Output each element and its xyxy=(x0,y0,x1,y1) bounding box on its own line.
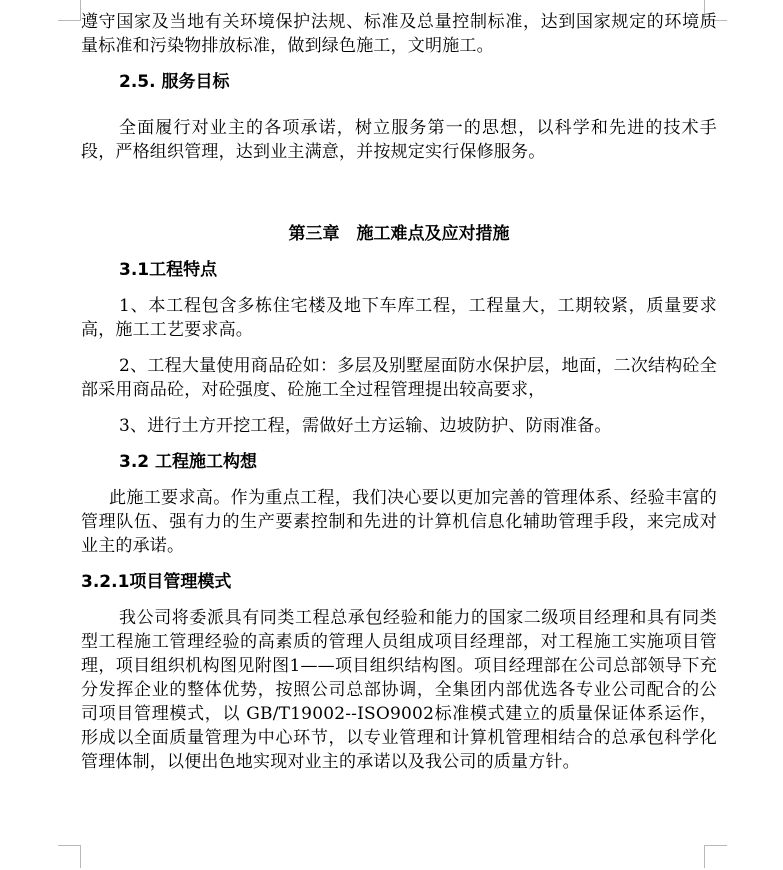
document-body xyxy=(81,10,717,774)
chapter-title: 第三章 施工难点及应对措施 xyxy=(288,224,510,244)
heading-3-2-1: 3.2.1项目管理模式 xyxy=(81,572,232,592)
heading-3-1: 3.1工程特点 xyxy=(119,260,218,280)
heading-2-5: 2.5. 服务目标 xyxy=(119,72,230,92)
paragraph-service-goal: 全面履行对业主的各项承诺，树立服务第一的思想，以科学和先进的技术手段，严格组织管理，达到业主满意，并按规定实行保修服务。 xyxy=(81,118,717,162)
paragraph-feature-1: 1、本工程包含多栋住宅楼及地下车库工程，工程量大，工期较紧，质量要求高，施工工艺要求高。 xyxy=(81,296,717,340)
heading-3-2: 3.2 工程施工构想 xyxy=(119,452,258,472)
paragraph-feature-3: 3、进行土方开挖工程，需做好土方运输、边坡防护、防雨准备。 xyxy=(119,416,612,436)
page-corner-mark-bottom-right xyxy=(704,845,727,868)
paragraph-project-management: 我公司将委派具有同类工程总承包经验和能力的国家二级项目经理和具有同类型工程施工管理经验的高素质的管理人员组成项目经理部，对工程施工实施项目管理，项目组织机构图见附图1——项目组织结构图。项目经理部在公司总部领导下充分发挥企业的整体优势，按照公司总部协调，全集团内部优选各专业公司配合的公司项目管理模式，以 GB/T19002--ISO9002标准模式建立的质量保证体系运作，形成以全面质量管理为中心环节，以专业管理和计算机管理相结合的总承包科学化管理体制，以便出色地实现对业主的承诺以及我公司的质量方针。 xyxy=(81,608,717,772)
page-corner-mark-bottom-left xyxy=(58,845,81,868)
paragraph-feature-2: 2、工程大量使用商品砼如：多层及别墅屋面防水保护层，地面，二次结构砼全部采用商品砼，对砼强度、砼施工全过程管理提出较高要求， xyxy=(81,356,717,400)
page-corner-mark-top-left xyxy=(58,0,81,21)
paragraph-construction-concept: 此施工要求高。作为重点工程，我们决心要以更加完善的管理体系、经验丰富的管理队伍、强有力的生产要素控制和先进的计算机信息化辅助管理手段，来完成对业主的承诺。 xyxy=(81,488,717,556)
paragraph-environment: 遵守国家及当地有关环境保护法规、标准及总量控制标准，达到国家规定的环境质量标准和污染物排放标准，做到绿色施工，文明施工。 xyxy=(81,12,717,56)
